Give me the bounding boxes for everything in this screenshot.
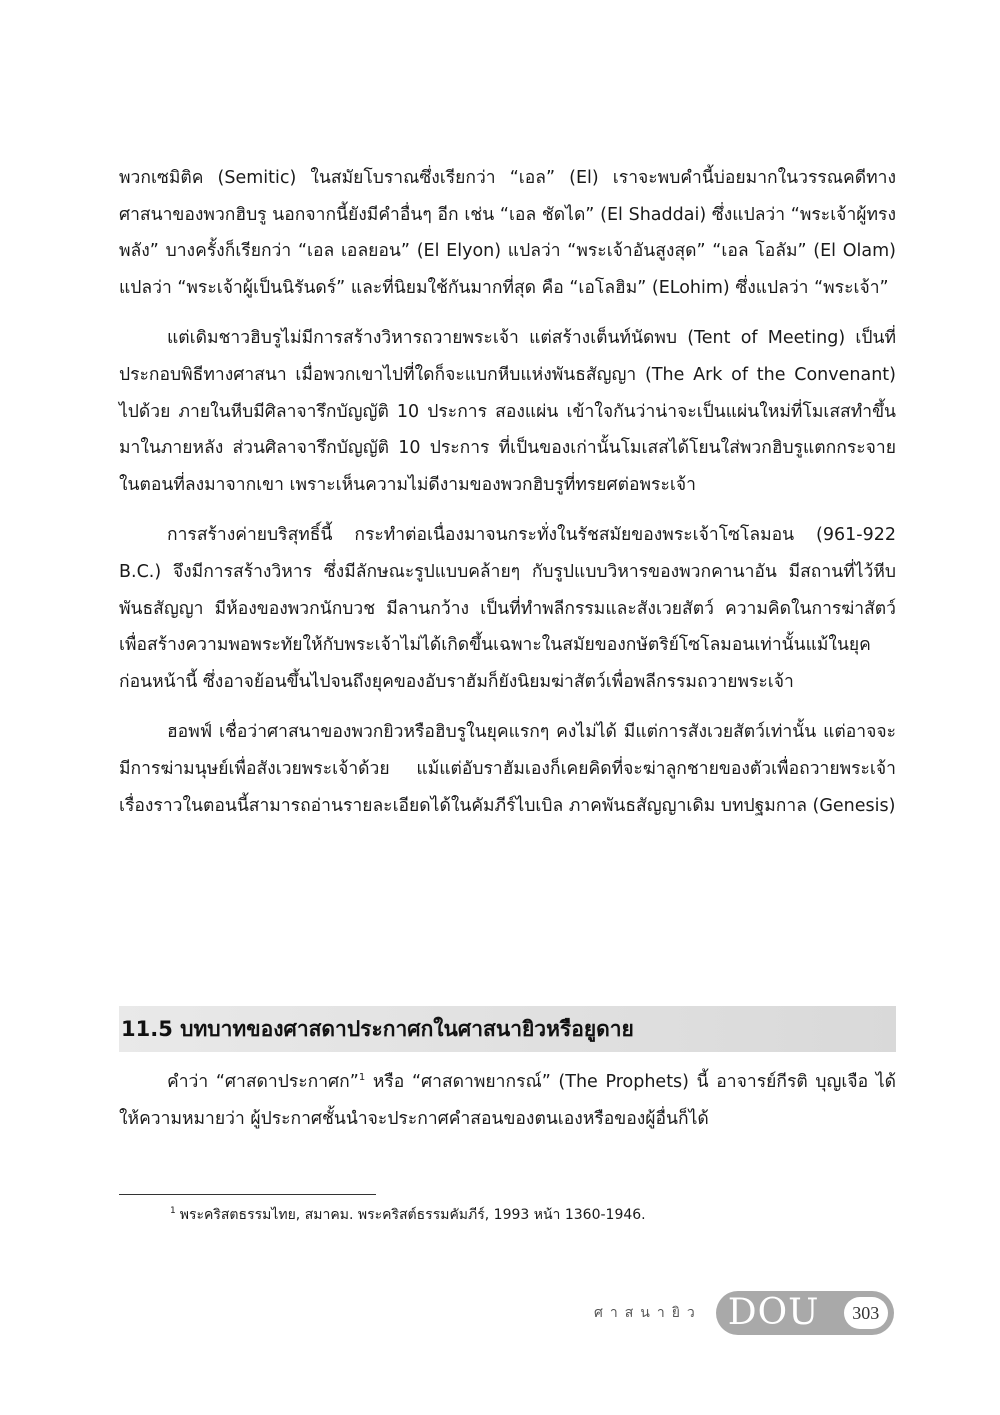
paragraph-semitic-names: พวกเซมิติค (Semitic) ในสมัยโบราณซึ่งเรียกว่า “เอล” (El) เราจะพบคำนี้บ่อยมากในวรรณคดีทางศาสนาของพวกฮิบรู นอกจากนี้ยังมีคำอื่นๆ อีก เช่น “เอล ชัดได” (El Shaddai) ซึ่งแปลว่า “พระเจ้าผู้ทรงพลัง” บางครั้งก็เรียกว่า “เอล เอลยอน” (El Elyon) แปลว่า “พระเจ้าอันสูงสุด” “เอล โอลัม” (El Olam) แปลว่า “พระเจ้าผู้เป็นนิรันดร์” และที่นิยมใช้กันมากที่สุด คือ “เอโลฮิม” (ELohim) ซึ่งแปลว่า “พระเจ้า” xyxy=(119,168,896,298)
section-heading: 11.5 บทบาทของศาสดาประกาศกในศาสนายิวหรือยูดาย xyxy=(119,1006,896,1052)
footnote-reference[interactable]: 1 xyxy=(358,1072,366,1084)
dou-badge xyxy=(716,1291,894,1335)
paragraph-holy-camp: การสร้างค่ายบริสุทธิ์นี้ กระทำต่อเนื่องมาจนกระทั่งในรัชสมัยของพระเจ้าโซโลมอน (961-922 B.C.) จึงมีการสร้างวิหาร ซึ่งมีลักษณะรูปแบบคล้ายๆ กับรูปแบบวิหารของพวกคานาอัน มีสถานที่ไว้หีบพันธสัญญา มีห้องของพวกนักบวช มีลานกว้าง เป็นที่ทำพลีกรรมและสังเวยสัตว์ ความคิดในการฆ่าสัตว์เพื่อสร้างความพอพระทัยให้กับพระเจ้าไม่ได้เกิดขึ้นเฉพาะในสมัยของกษัตริย์โซโลมอนเท่านั้นแม้ในยุคก่อนหน้านี้ ซึ่งอาจย้อนขึ้นไปจนถึงยุคของอับราฮัมก็ยังนิยมฆ่าสัตว์เพื่อพลีกรรมถวายพระเจ้า xyxy=(119,525,896,692)
paragraph-tent-of-meeting: แต่เดิมชาวฮิบรูไม่มีการสร้างวิหารถวายพระเจ้า แต่สร้างเต็นท์นัดพบ (Tent of Meeting) เป็นที่ประกอบพิธีทางศาสนา เมื่อพวกเขาไปที่ใดก็จะแบกหีบแห่งพันธสัญญา (The Ark of the Convenant) ไปด้วย ภายในหีบมีศิลาจารึกบัญญัติ 10 ประการ สองแผ่น เข้าใจกันว่าน่าจะเป็นแผ่นใหม่ที่โมเสสทำขึ้นมาในภายหลัง ส่วนศิลาจารึกบัญญัติ 10 ประการ ที่เป็นของเก่านั้นโมเสสได้โยนใส่พวกฮิบรูแตกกระจายในตอนที่ลงมาจากเขา เพราะเห็นความไม่ดีงามของพวกฮิบรูที่ทรยศต่อพระเจ้า xyxy=(119,328,896,495)
prophets-text-part2: หรือ “ศาสดาพยากรณ์” (The Prophets) นี้ อาจารย์กีรติ บุญเจือ ได้ให้ความหมายว่า ผู้ประกาศชั้นนำจะประกาศคำสอนของตนเองหรือของผู้อื่นก็ได้ xyxy=(119,1072,896,1129)
page-number: 303 xyxy=(844,1297,888,1329)
footnote-divider xyxy=(119,1194,376,1195)
page-footer xyxy=(594,1293,894,1333)
footnote xyxy=(170,1203,890,1227)
footnote-text: พระคริสตธรรมไทย, สมาคม. พระคริสต์ธรรมคัมภีร์, 1993 หน้า 1360-1946. xyxy=(179,1207,646,1223)
main-text xyxy=(119,160,896,838)
footnote-marker: 1 xyxy=(170,1206,176,1217)
prophets-text-part1: คำว่า “ศาสดาประกาศก” xyxy=(167,1072,359,1092)
paragraph-prophets xyxy=(119,1064,896,1137)
running-title: ศาสนายิว xyxy=(594,1305,702,1321)
paragraph-hopfe-sacrifice: ฮอพฟ์ เชื่อว่าศาสนาของพวกยิวหรือฮิบรูในยุคแรกๆ คงไม่ได้ มีแต่การสังเวยสัตว์เท่านั้น แต่อาจจะมีการฆ่ามนุษย์เพื่อสังเวยพระเจ้าด้วย แม้แต่อับราฮัมเองก็เคยคิดที่จะฆ่าลูกชายของตัวเพื่อถวายพระเจ้า เรื่องราวในตอนนี้สามารถอ่านรายละเอียดได้ในคัมภีร์ไบเบิล ภาคพันธสัญญาเดิม บทปฐมกาล (Genesis) xyxy=(119,722,896,816)
section-body xyxy=(119,1064,896,1137)
dou-logo: DOU xyxy=(727,1292,820,1333)
